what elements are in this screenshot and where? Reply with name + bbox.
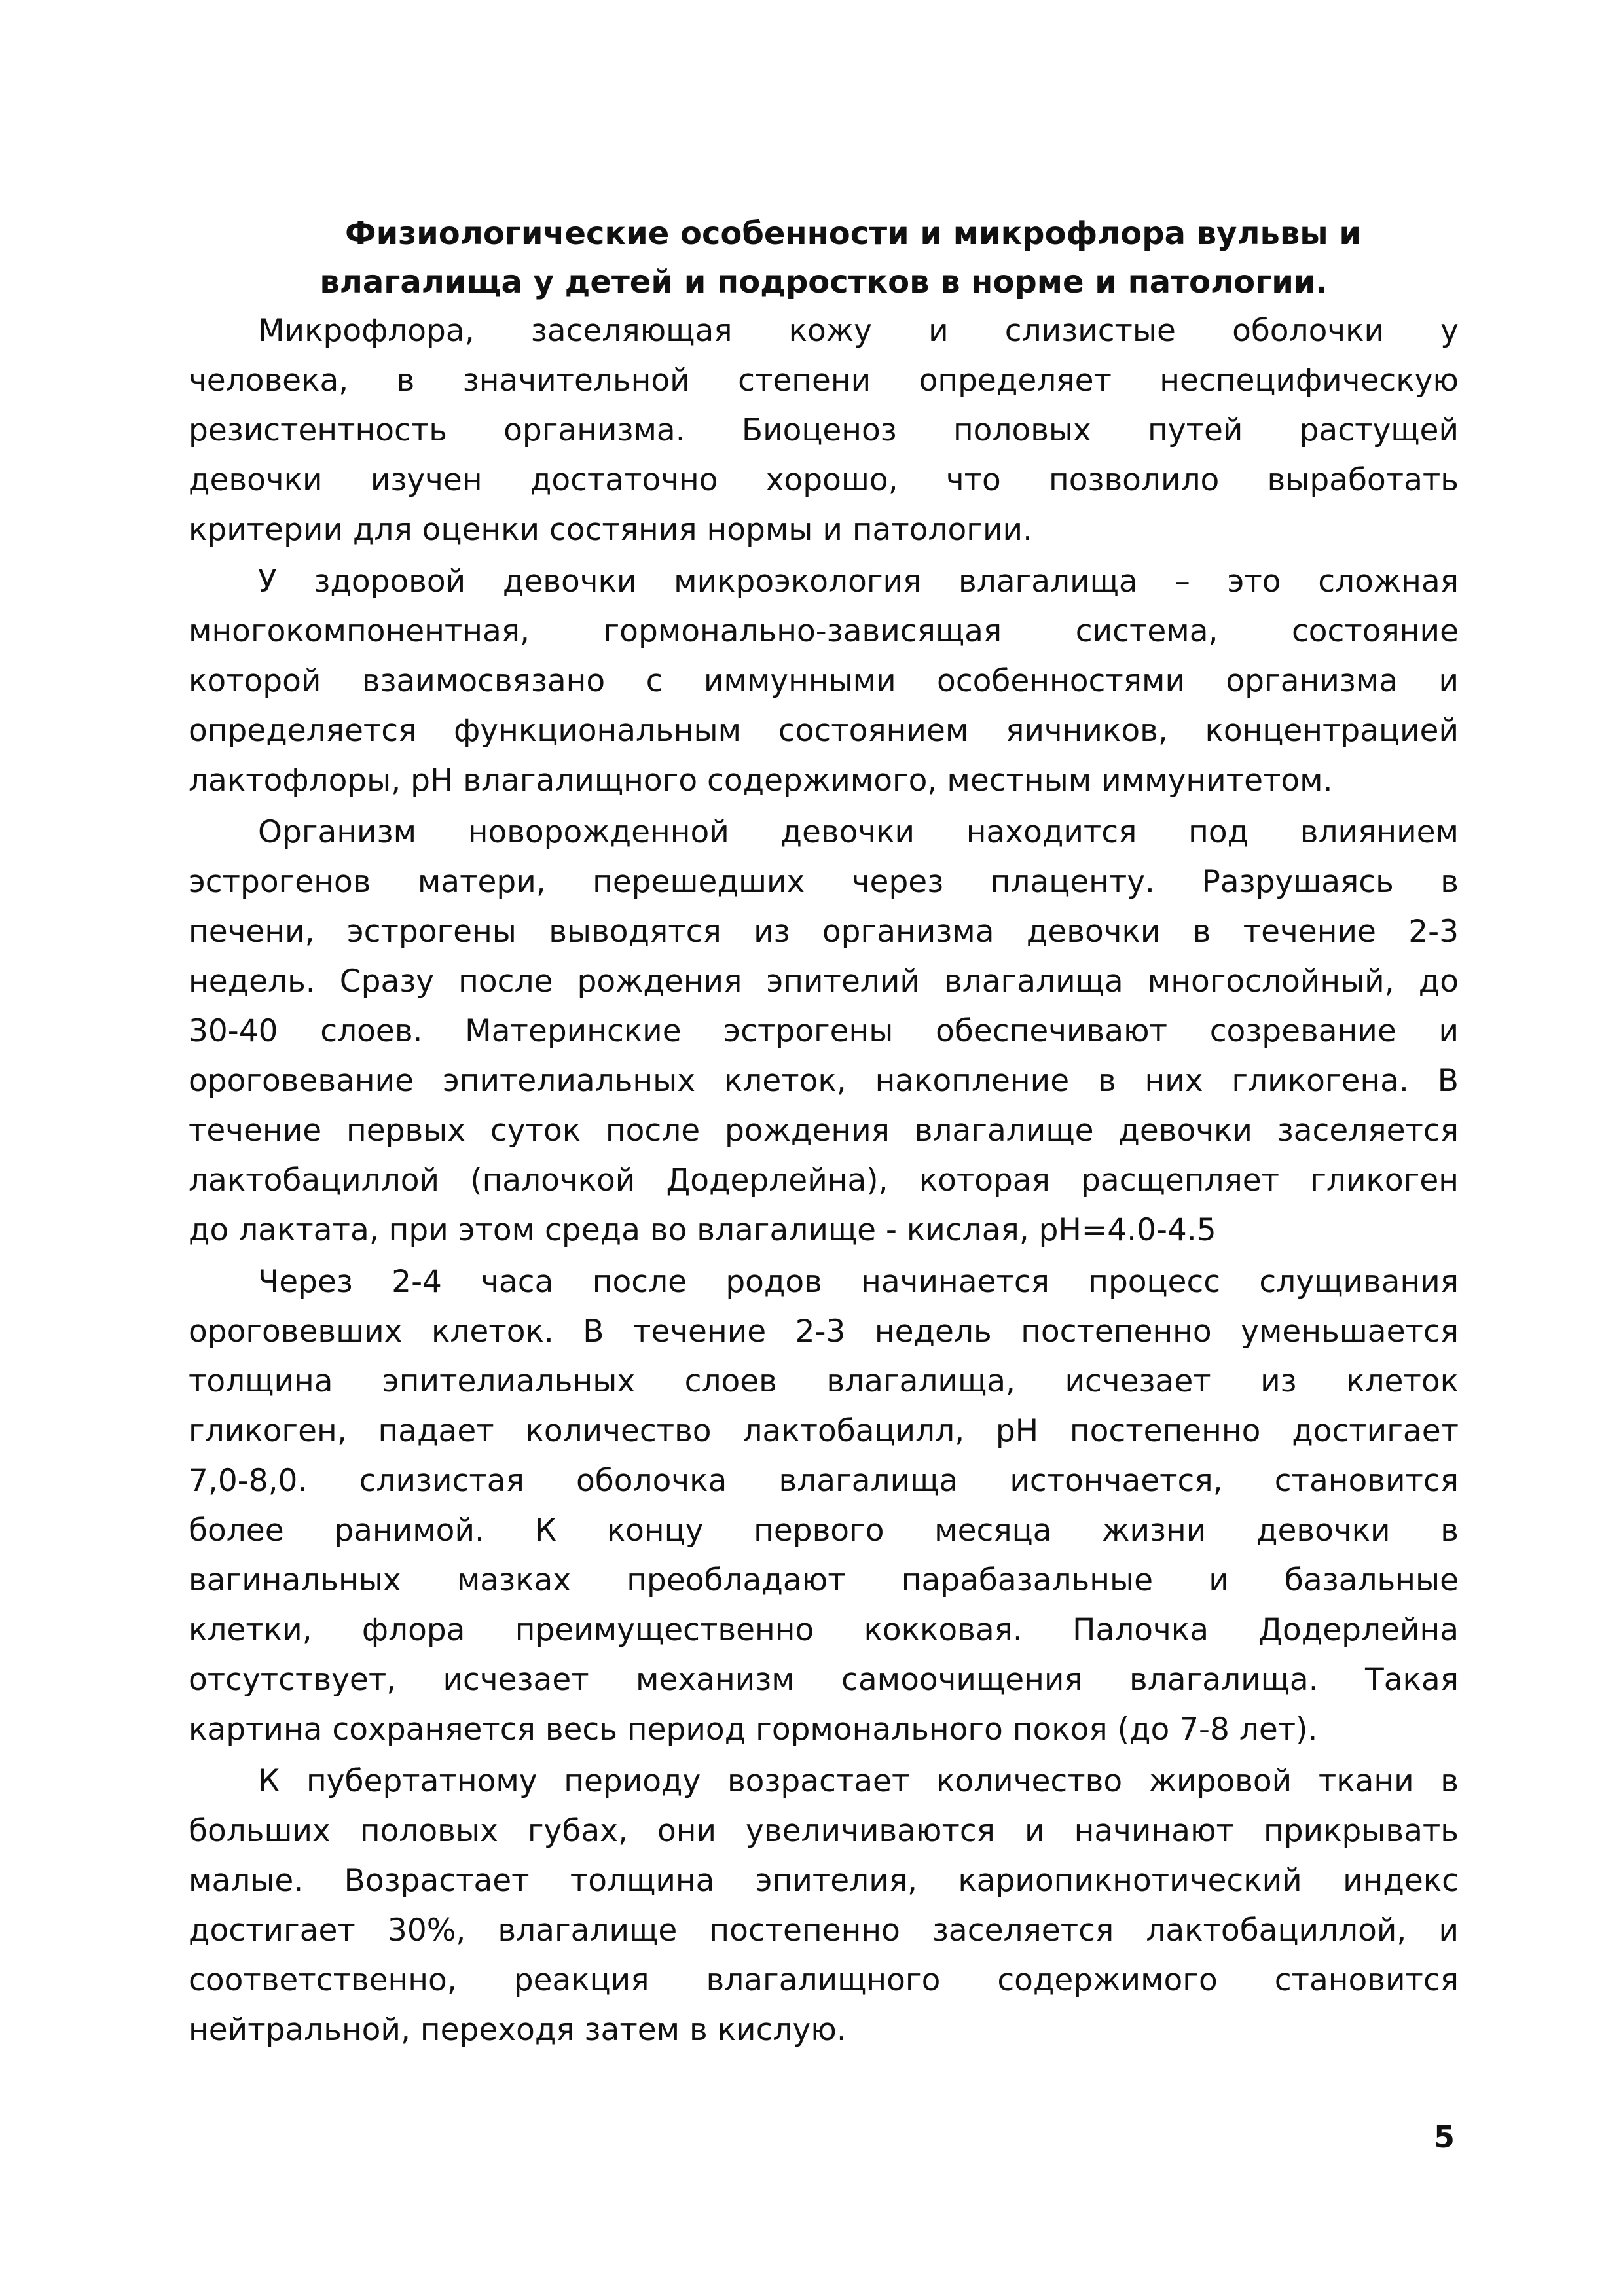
text-line: Организм новорожденной девочки находится под влиянием [258, 814, 1459, 850]
text-line: 30-40 слоев. Материнские эстрогены обеспечивают созревание и [189, 1013, 1459, 1049]
text-line: вагинальных мазках преобладают парабазальные и базальные [189, 1562, 1459, 1598]
text-line: нейтральной, переходя затем в кислую. [189, 2012, 847, 2048]
text-line: недель. Сразу после рождения эпителий влагалища многослойный, до [189, 963, 1459, 999]
text-line: У здоровой девочки микроэкология влагалища – это сложная [258, 564, 1459, 600]
text-line: которой взаимосвязано с иммунными особенностями организма и [189, 663, 1459, 699]
text-line: Через 2-4 часа после родов начинается процесс слущивания [258, 1264, 1459, 1300]
paragraph [189, 557, 1459, 806]
paragraph [189, 306, 1459, 555]
text-line: ороговевших клеток. В течение 2-3 недель постепенно уменьшается [189, 1314, 1459, 1350]
paragraph [189, 1757, 1459, 2055]
text-line: эстрогенов матери, перешедших через плаценту. Разрушаясь в [189, 864, 1459, 900]
text-line: до лактата, при этом среда во влагалище - кислая, pH=4.0-4.5 [189, 1212, 1216, 1248]
page-title [189, 209, 1459, 306]
text-line: ороговевание эпителиальных клеток, накопление в них гликогена. В [189, 1063, 1459, 1099]
paragraph [189, 808, 1459, 1255]
text-line: человека, в значительной степени определяет неспецифическую [189, 363, 1459, 399]
text-line: К пубертатному периоду возрастает количество жировой ткани в [258, 1763, 1459, 1799]
title-line: влагалища у детей и подростков в норме и патологии. [319, 264, 1328, 300]
text-line: лактофлоры, pH влагалищного содержимого, местным иммунитетом. [189, 762, 1333, 798]
text-line: определяется функциональным состоянием яичников, концентрацией [189, 713, 1459, 749]
text-line: достигает 30%, влагалище постепенно заселяется лактобациллой, и [189, 1912, 1459, 1948]
title-line: Физиологические особенности и микрофлора вульвы и [344, 215, 1362, 252]
text-line: гликоген, падает количество лактобацилл, pH постепенно достигает [189, 1413, 1459, 1449]
text-line: 7,0-8,0. слизистая оболочка влагалища истончается, становится [189, 1463, 1459, 1499]
text-line: картина сохраняется весь период гормонального покоя (до 7-8 лет). [189, 1712, 1318, 1748]
text-line: отсутствует, исчезает механизм самоочищения влагалища. Такая [189, 1662, 1459, 1698]
paragraph [189, 1257, 1459, 1755]
text-line: толщина эпителиальных слоев влагалища, исчезает из клеток [189, 1363, 1459, 1399]
text-line: девочки изучен достаточно хорошо, что позволило выработать [189, 462, 1459, 498]
text-line: соответственно, реакция влагалищного содержимого становится [189, 1962, 1459, 1998]
text-line: многокомпонентная, гормонально-зависящая система, состояние [189, 613, 1459, 649]
text-line: Микрофлора, заселяющая кожу и слизистые оболочки у [258, 313, 1459, 349]
text-line: клетки, флора преимущественно кокковая. Палочка Додерлейна [189, 1612, 1459, 1648]
text-line: течение первых суток после рождения влагалище девочки заселяется [189, 1113, 1459, 1149]
text-line: больших половых губах, они увеличиваются и начинают прикрывать [189, 1813, 1459, 1849]
document-body [189, 306, 1459, 2057]
text-line: лактобациллой (палочкой Додерлейна), которая расщепляет гликоген [189, 1162, 1459, 1198]
text-line: более ранимой. К концу первого месяца жизни девочки в [189, 1513, 1459, 1549]
page-number: 5 [1434, 2119, 1455, 2155]
text-line: малые. Возрастает толщина эпителия, кариопикнотический индекс [189, 1863, 1459, 1899]
text-line: резистентность организма. Биоценоз половых путей растущей [189, 412, 1459, 448]
text-line: критерии для оценки состяния нормы и патологии. [189, 512, 1033, 548]
text-line: печени, эстрогены выводятся из организма девочки в течение 2-3 [189, 914, 1459, 950]
